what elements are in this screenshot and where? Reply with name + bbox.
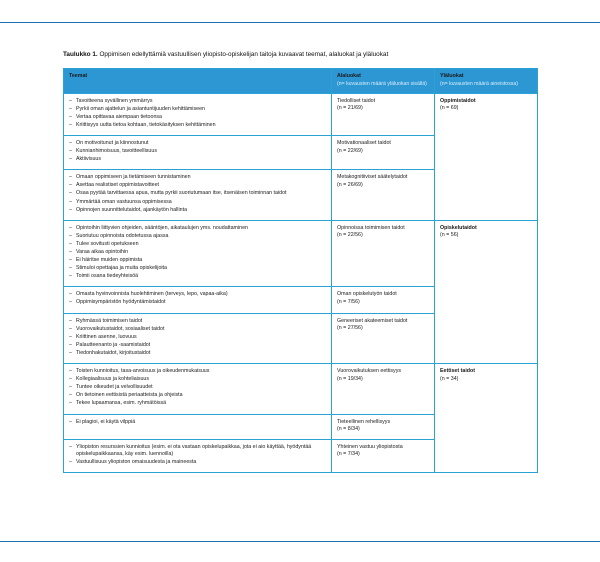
theme-item: – Ryhmässä toimimisen taidot bbox=[69, 318, 326, 326]
header-themes bbox=[64, 69, 332, 94]
theme-list bbox=[69, 419, 326, 427]
subclass-count: (n = 21/69) bbox=[337, 105, 363, 112]
themes-cell bbox=[64, 135, 332, 169]
subclass-cell bbox=[332, 170, 435, 220]
theme-list bbox=[69, 140, 326, 164]
upperclass-cell bbox=[435, 364, 538, 473]
header-subclasses-sub: (n= kuvausten määrä yläluokan sisällä) bbox=[337, 80, 427, 87]
theme-item: – Opinnojen suunnittelutaidot, ajankäytön hallinta bbox=[69, 207, 326, 215]
bottom-rule bbox=[0, 541, 600, 542]
theme-item: – Kunnianhimoisuus, tavoitteellisuus bbox=[69, 148, 326, 156]
upperclass-count: (n = 56) bbox=[440, 232, 459, 239]
subclass-title: Vuorovaikutuksen eettisyys bbox=[337, 368, 401, 375]
subclass-count: (n = 19/34) bbox=[337, 375, 363, 382]
skills-table bbox=[63, 68, 538, 473]
theme-item: – Asettaa realistiset oppimistavoitteet bbox=[69, 182, 326, 190]
subclass-count: (n = 8/34) bbox=[337, 426, 360, 433]
table-row bbox=[64, 364, 538, 414]
table-caption bbox=[63, 50, 563, 59]
theme-list bbox=[69, 225, 326, 281]
theme-item: – Vuorovaikutustaidot, sosiaaliset taidot bbox=[69, 326, 326, 334]
theme-list bbox=[69, 98, 326, 130]
theme-item: – Palautteenanto ja -saamistaidot bbox=[69, 342, 326, 350]
header-upperclasses-title: Yläluokat bbox=[440, 73, 464, 79]
subclass-title: Tieteellinen rehellisyys bbox=[337, 418, 391, 425]
theme-item: – Ymmärtää oman vastuunsa oppimisessa bbox=[69, 199, 326, 207]
subclass-cell bbox=[332, 220, 435, 287]
theme-item: – Tavoitteena syvällinen ymmärrys bbox=[69, 98, 326, 106]
theme-list bbox=[69, 174, 326, 214]
themes-cell bbox=[64, 364, 332, 414]
subclass-cell bbox=[332, 287, 435, 313]
theme-item: – Kollegiaalisuus ja kohteliaisuus bbox=[69, 376, 326, 384]
subclass-count: (n = 27/56) bbox=[337, 325, 363, 332]
themes-cell bbox=[64, 93, 332, 135]
subclass-cell bbox=[332, 93, 435, 135]
subclass-title: Yhteinen vastuu yliopistosta bbox=[337, 443, 403, 450]
themes-cell bbox=[64, 313, 332, 363]
theme-item: – Toimii osana tiedeyhteisöä bbox=[69, 273, 326, 281]
subclass-count: (n = 22/56) bbox=[337, 232, 363, 239]
theme-item: – Tiedonhakutaidot, kirjoitustaidot bbox=[69, 350, 326, 358]
table-head bbox=[64, 69, 538, 94]
theme-item: – Kriittinen asenne, luovuus bbox=[69, 334, 326, 342]
table-row bbox=[64, 93, 538, 135]
theme-item: – Yliopiston resurssien kunnioitus (esim. ei ota vastaan opiskelupaikkaa, jota ei aio käyttää, hyödyntää opiskelupaikkaansa, käy esim. luennoilla) bbox=[69, 444, 326, 459]
subclass-count: (n = 26/69) bbox=[337, 181, 363, 188]
subclass-cell bbox=[332, 313, 435, 363]
theme-item: – Osaa pyytää tarvittaessa apua, mutta pyrkii suoriutumaan itse, itsenäisen toiminnan taidot bbox=[69, 190, 326, 198]
subclass-title: Opinnoissa toimimisen taidot bbox=[337, 224, 405, 231]
theme-item: – Tuntee oikeudet ja velvollisuudet bbox=[69, 384, 326, 392]
subclass-count: (n = 22/69) bbox=[337, 147, 363, 154]
theme-item: – On tietoinen eettisistä periaatteista ja ohjeista bbox=[69, 392, 326, 400]
top-rule bbox=[0, 22, 600, 23]
subclass-title: Tiedolliset taidot bbox=[337, 97, 376, 104]
theme-item: – Aktiivisuus bbox=[69, 156, 326, 164]
header-upperclasses bbox=[435, 69, 538, 94]
theme-item: – On motivoitunut ja kiinnostunut bbox=[69, 140, 326, 148]
theme-item: – Tulee sovitusti opetukseen bbox=[69, 241, 326, 249]
subclass-cell bbox=[332, 135, 435, 169]
upperclass-title: Opiskelutaidot bbox=[440, 224, 477, 231]
subclass-cell bbox=[332, 364, 435, 414]
themes-cell bbox=[64, 439, 332, 473]
header-upperclasses-sub: (n= kuvausten määrä aineistossa) bbox=[440, 80, 518, 87]
theme-list bbox=[69, 368, 326, 408]
subclass-count: (n = 7/56) bbox=[337, 298, 360, 305]
table-body bbox=[64, 93, 538, 473]
upperclass-count: (n = 69) bbox=[440, 105, 459, 112]
theme-list bbox=[69, 444, 326, 467]
subclass-title: Metakognitiiviset säätelytaidot bbox=[337, 174, 408, 181]
theme-item: – Opintoihin liittyvien ohjeiden, sääntöjen, aikataulujen yms. noudattaminen bbox=[69, 225, 326, 233]
theme-item: – Kriittisyys uutta tietoa kohtaan, tietokäsityksen kehittäminen bbox=[69, 122, 326, 130]
header-row bbox=[64, 69, 538, 94]
theme-item: – Toisten kunnioitus, tasa-arvoisuus ja oikeudenmukaisuus bbox=[69, 368, 326, 376]
theme-item: – Oppimisympäristön hyödyntämistaidot bbox=[69, 299, 326, 307]
themes-cell bbox=[64, 414, 332, 439]
header-themes-title: Teemat bbox=[69, 73, 88, 79]
caption-text: Oppimisen edellyttämiä vastuullisen yliopisto-opiskelijan taitoja kuvaavat teemat, alaluokat ja yläluokat bbox=[97, 51, 389, 58]
themes-cell bbox=[64, 220, 332, 287]
header-subclasses-title: Alaluokat bbox=[337, 73, 361, 79]
themes-cell bbox=[64, 287, 332, 313]
upperclass-count: (n = 34) bbox=[440, 375, 459, 382]
subclass-cell bbox=[332, 414, 435, 439]
theme-item: – Pyrkii oman ajattelun ja asiantuntijuuden kehittämiseen bbox=[69, 106, 326, 114]
caption-label: Taulukko 1. bbox=[63, 51, 98, 58]
subclass-title: Geneeriset akateemiset taidot bbox=[337, 317, 408, 324]
upperclass-title: Eettiset taidot bbox=[440, 368, 476, 375]
subclass-title: Motivationaaliset taidot bbox=[337, 139, 391, 146]
upperclass-cell bbox=[435, 220, 538, 363]
theme-item: – Vertaa opittavaa aiempaan tietoonsa bbox=[69, 114, 326, 122]
theme-item: – Varaa aikaa opintoihin bbox=[69, 249, 326, 257]
subclass-cell bbox=[332, 439, 435, 473]
theme-list bbox=[69, 291, 326, 307]
theme-item: – Omaan oppimiseen ja tietämiseen tunnistaminen bbox=[69, 174, 326, 182]
theme-item: – Stimuloi opettajaa ja muita opiskelijoita bbox=[69, 265, 326, 273]
theme-item: – Omasta hyvinvoinnista huolehtiminen (terveys, lepo, vapaa-aika) bbox=[69, 291, 326, 299]
table-row bbox=[64, 220, 538, 287]
upperclass-title: Oppimistaidot bbox=[440, 97, 476, 104]
theme-item: – Tekee lupaamansa, esim. ryhmätöissä bbox=[69, 400, 326, 408]
upperclass-cell bbox=[435, 93, 538, 220]
theme-item: – Suoriutuu opinnoista odotetussa ajassa bbox=[69, 233, 326, 241]
theme-list bbox=[69, 318, 326, 358]
subclass-count: (n = 7/34) bbox=[337, 451, 360, 458]
theme-item: – Ei plagioi, ei käytä vilppiä bbox=[69, 419, 326, 427]
themes-cell bbox=[64, 170, 332, 220]
theme-item: – Ei häiritse muiden oppimista bbox=[69, 257, 326, 265]
subclass-title: Oman opiskelutyön taidot bbox=[337, 291, 397, 298]
header-subclasses bbox=[332, 69, 435, 94]
theme-item: – Vastuullisuus yliopiston omaisuudesta ja maineesta bbox=[69, 459, 326, 467]
